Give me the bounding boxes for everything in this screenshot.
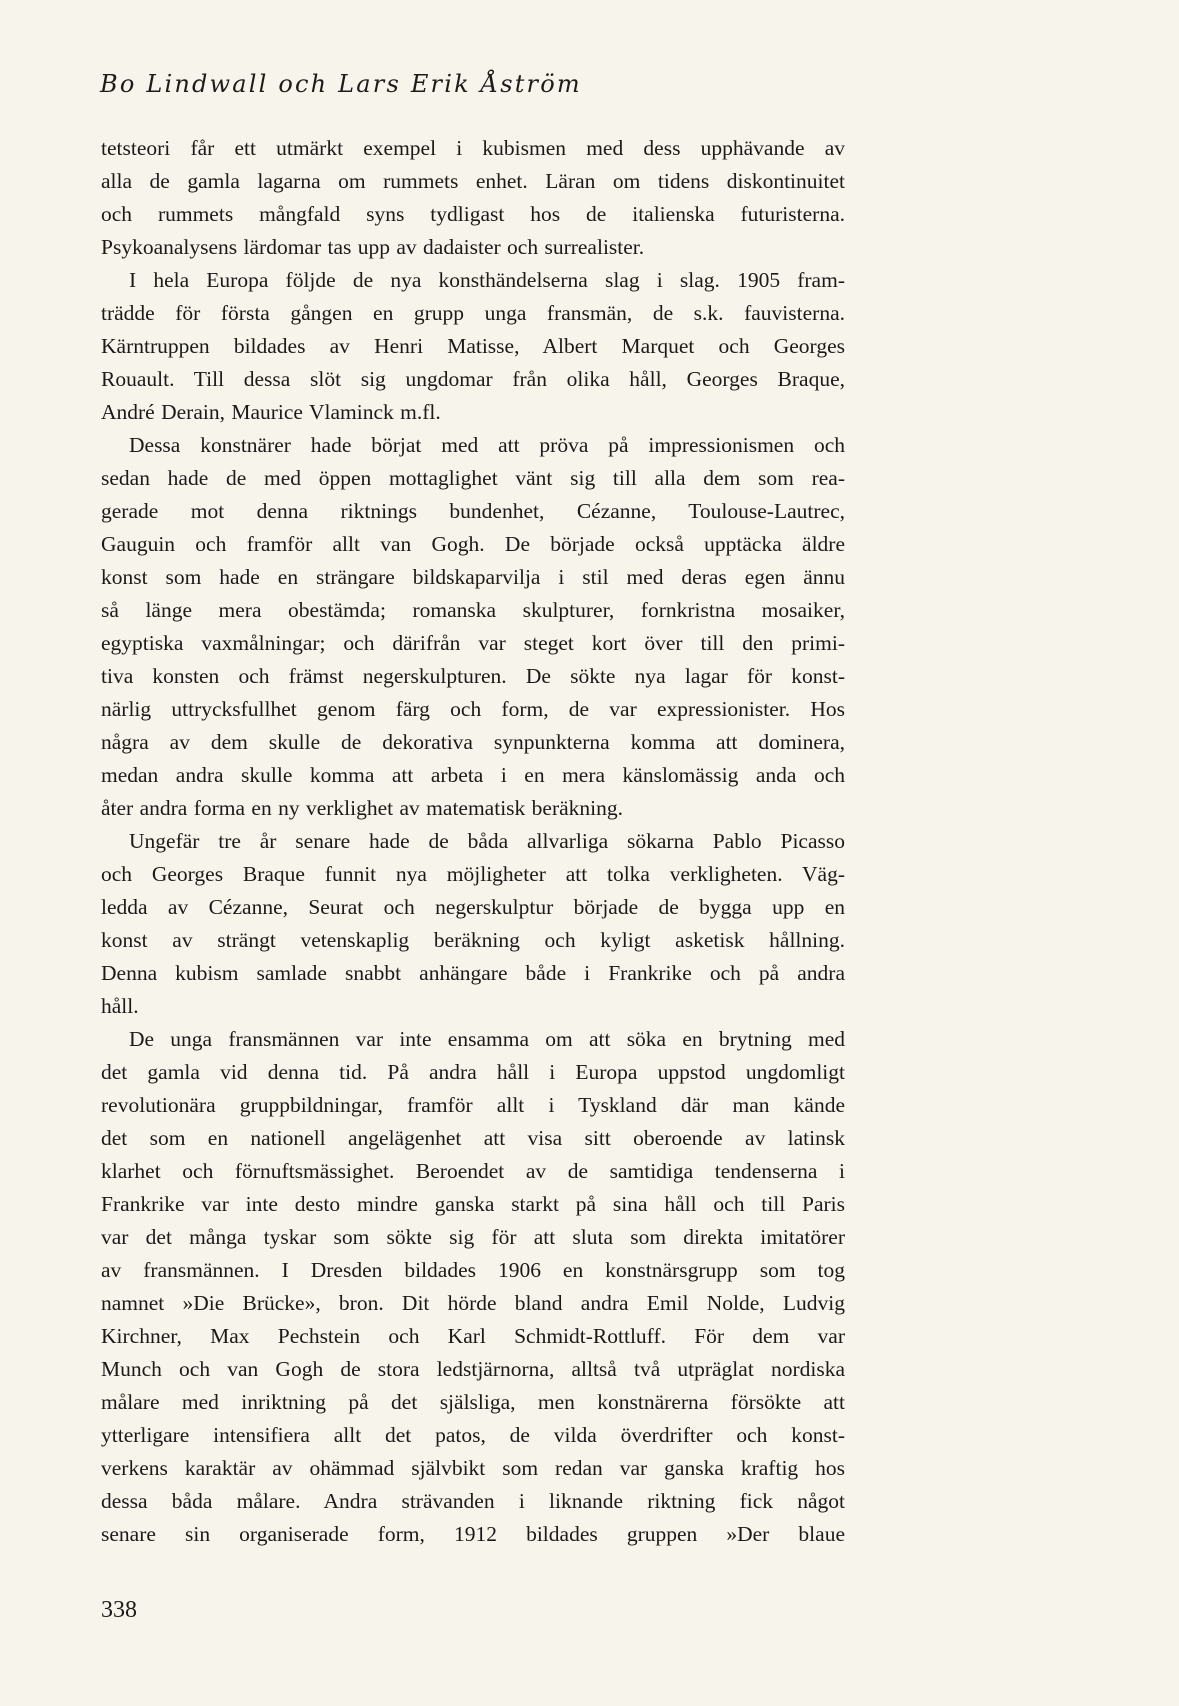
running-head: Bo Lindwall och Lars Erik Åström <box>100 70 582 98</box>
text-line: senare sin organiserade form, 1912 bildades gruppen »Der blaue <box>101 1522 845 1546</box>
text-line: några av dem skulle de dekorativa synpunkterna komma att dominera, <box>101 730 845 754</box>
text-line: Kärntruppen bildades av Henri Matisse, Albert Marquet och Georges <box>101 334 845 358</box>
text-line: ledda av Cézanne, Seurat och negerskulptur började de bygga upp en <box>101 895 845 919</box>
text-line: medan andra skulle komma att arbeta i en mera känslomässig anda och <box>101 763 845 787</box>
text-line: håll. <box>101 994 139 1018</box>
text-line: närlig uttrycksfullhet genom färg och form, de var expressionister. Hos <box>101 697 845 721</box>
text-line: Munch och van Gogh de stora ledstjärnorna, alltså två utpräglat nordiska <box>101 1357 845 1381</box>
page-number: 338 <box>101 1597 137 1623</box>
text-line: De unga fransmännen var inte ensamma om att söka en brytning med <box>129 1027 845 1051</box>
text-line: Psykoanalysens lärdomar tas upp av dadaister och surrealister. <box>101 235 645 259</box>
text-line: och rummets mångfald syns tydligast hos de italienska futuristerna. <box>101 202 845 226</box>
text-line: Ungefär tre år senare hade de båda allvarliga sökarna Pablo Picasso <box>129 829 845 853</box>
text-line: Denna kubism samlade snabbt anhängare både i Frankrike och på andra <box>101 961 845 985</box>
text-line: sedan hade de med öppen mottaglighet vänt sig till alla dem som rea- <box>101 466 845 490</box>
text-line: alla de gamla lagarna om rummets enhet. Läran om tidens diskontinuitet <box>101 169 845 193</box>
text-line: det gamla vid denna tid. På andra håll i Europa uppstod ungdomligt <box>101 1060 845 1084</box>
text-line: Kirchner, Max Pechstein och Karl Schmidt-Rottluff. För dem var <box>101 1324 845 1348</box>
text-line: det som en nationell angelägenhet att visa sitt oberoende av latinsk <box>101 1126 845 1150</box>
text-line: tiva konsten och främst negerskulpturen. De sökte nya lagar för konst- <box>101 664 845 688</box>
text-line: tetsteori får ett utmärkt exempel i kubismen med dess upphävande av <box>101 136 845 160</box>
text-line: så länge mera obestämda; romanska skulpturer, fornkristna mosaiker, <box>101 598 845 622</box>
text-line: klarhet och förnuftsmässighet. Beroendet av de samtidiga tendenserna i <box>101 1159 845 1183</box>
text-line: André Derain, Maurice Vlaminck m.fl. <box>101 400 441 424</box>
text-line: konst av strängt vetenskaplig beräkning och kyligt asketisk hållning. <box>101 928 845 952</box>
text-line: dessa båda målare. Andra strävanden i liknande riktning fick något <box>101 1489 845 1513</box>
text-line: var det många tyskar som sökte sig för att sluta som direkta imitatörer <box>101 1225 845 1249</box>
text-line: konst som hade en strängare bildskaparvilja i stil med deras egen ännu <box>101 565 845 589</box>
body-text <box>101 132 845 1551</box>
text-line: gerade mot denna riktnings bundenhet, Cézanne, Toulouse-Lautrec, <box>101 499 845 523</box>
text-line: trädde för första gången en grupp unga fransmän, de s.k. fauvisterna. <box>101 301 845 325</box>
text-line: ytterligare intensifiera allt det patos, de vilda överdrifter och konst- <box>101 1423 845 1447</box>
text-line: Gauguin och framför allt van Gogh. De började också upptäcka äldre <box>101 532 845 556</box>
text-line: och Georges Braque funnit nya möjligheter att tolka verkligheten. Väg- <box>101 862 845 886</box>
text-line: åter andra forma en ny verklighet av matematisk beräkning. <box>101 796 624 820</box>
text-line: revolutionära gruppbildningar, framför allt i Tyskland där man kände <box>101 1093 845 1117</box>
text-line: Frankrike var inte desto mindre ganska starkt på sina håll och till Paris <box>101 1192 845 1216</box>
text-line: namnet »Die Brücke», bron. Dit hörde bland andra Emil Nolde, Ludvig <box>101 1291 845 1315</box>
text-line: Rouault. Till dessa slöt sig ungdomar från olika håll, Georges Braque, <box>101 367 845 391</box>
text-line: verkens karaktär av ohämmad självbikt som redan var ganska kraftig hos <box>101 1456 845 1480</box>
text-line: Dessa konstnärer hade börjat med att pröva på impressionismen och <box>129 433 845 457</box>
text-line: egyptiska vaxmålningar; och därifrån var steget kort över till den primi- <box>101 631 845 655</box>
text-line: I hela Europa följde de nya konsthändelserna slag i slag. 1905 fram- <box>129 268 845 292</box>
text-line: av fransmännen. I Dresden bildades 1906 en konstnärsgrupp som tog <box>101 1258 845 1282</box>
text-line: målare med inriktning på det själsliga, men konstnärerna försökte att <box>101 1390 845 1414</box>
